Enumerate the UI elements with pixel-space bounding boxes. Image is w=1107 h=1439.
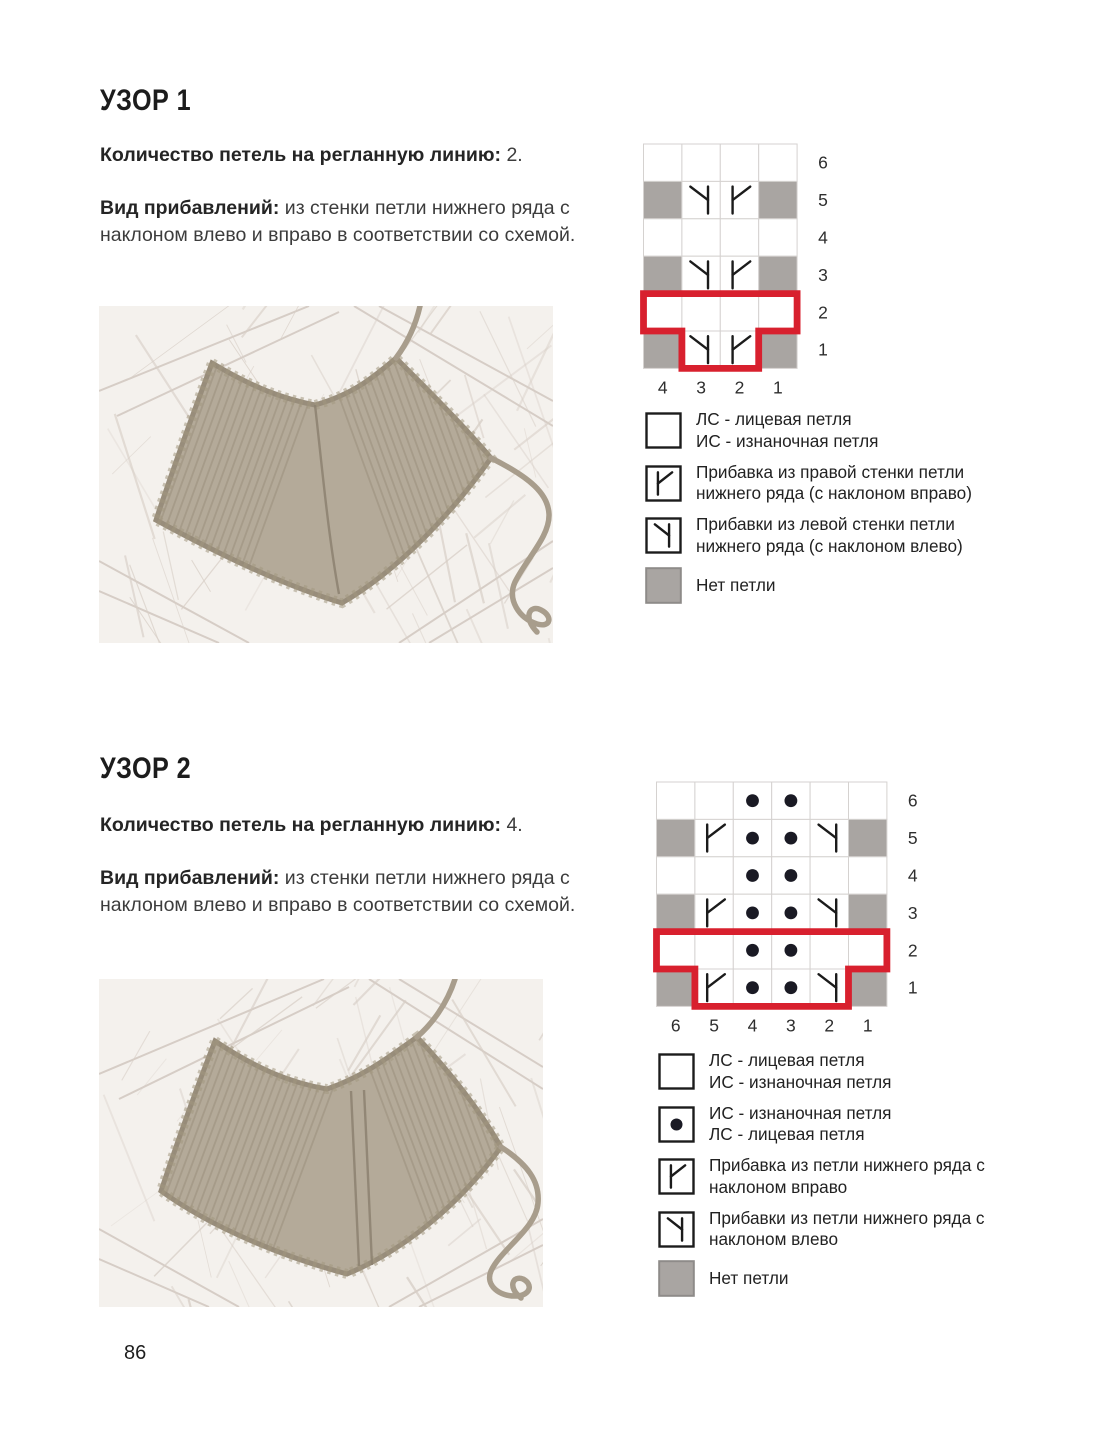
chart-cell [810, 819, 848, 856]
col-label: 1 [862, 1015, 873, 1036]
row-label: 4 [818, 227, 828, 248]
legend-item-text: ИС - изнаночная петля ЛС - лицевая петля [709, 1102, 892, 1145]
legend-item-text: ЛС - лицевая петля ИС - изнаночная петля [696, 409, 879, 451]
no-stitch-cell [644, 181, 682, 218]
purl-stitch-icon [658, 1106, 695, 1143]
row-label: 3 [818, 264, 828, 285]
chart-cell [810, 932, 848, 969]
chart-cell [657, 857, 695, 894]
no-stitch-icon [645, 567, 682, 604]
chart-cell [657, 782, 695, 819]
chart-cell [644, 144, 682, 181]
legend-item [645, 462, 972, 505]
chart-cell [695, 857, 733, 894]
increase-label: Вид прибавлений: [100, 867, 280, 889]
no-stitch-cell [759, 256, 797, 293]
purl-dot-icon [746, 981, 759, 994]
chart-cell [657, 932, 695, 969]
chart-cell [848, 857, 886, 894]
chart-cell [810, 969, 848, 1006]
chart-cell [682, 181, 720, 218]
chart-cell [682, 144, 720, 181]
col-label: 3 [786, 1015, 796, 1036]
no-stitch-cell [657, 969, 695, 1006]
chart-cell [720, 256, 758, 293]
row-label: 6 [818, 152, 828, 173]
pattern-1-stitch-count [100, 142, 588, 169]
purl-dot-icon [784, 906, 797, 919]
no-stitch-cell [759, 181, 797, 218]
row-label: 4 [907, 865, 918, 886]
row-label: 6 [907, 790, 918, 811]
chart-cell [682, 219, 720, 256]
row-label: 5 [818, 190, 828, 211]
pattern-2-stitch-count [100, 812, 588, 839]
col-label: 1 [773, 377, 783, 398]
col-label: 5 [709, 1015, 719, 1036]
purl-dot-icon [746, 794, 759, 807]
chart-cell [695, 819, 733, 856]
stitch-count-value: 4. [501, 814, 523, 836]
legend-item-text: Прибавки из петли нижнего ряда с наклоном влево [709, 1207, 985, 1250]
legend-item [645, 514, 963, 557]
chart-cell [682, 256, 720, 293]
increase-text: из стенки петли нижнего ряда с наклоном влево и вправо в соответствии со схемой. [100, 867, 576, 916]
no-stitch-cell [848, 969, 886, 1006]
legend-item [658, 1103, 891, 1146]
stitch-count-label: Количество петель на регланную линию: [100, 814, 502, 836]
chart-cell [682, 331, 720, 368]
purl-dot-icon [746, 832, 759, 845]
increase-left-icon [658, 1211, 695, 1248]
chart-cell [720, 331, 758, 368]
legend-item-text: Нет петли [696, 574, 776, 595]
chart-cell [810, 782, 848, 819]
pattern-2-title: УЗОР 2 [100, 752, 192, 785]
legend-item [658, 1260, 788, 1297]
chart-cell [644, 219, 682, 256]
row-label: 1 [907, 977, 918, 998]
no-stitch-cell [657, 819, 695, 856]
knitting-chart-svg [640, 141, 843, 410]
no-stitch-cell [759, 331, 797, 368]
row-label: 5 [907, 828, 918, 849]
chart-cell [682, 294, 720, 331]
row-label: 2 [818, 302, 828, 323]
chart-cell [848, 932, 886, 969]
purl-dot-icon [784, 794, 797, 807]
chart-legend [658, 1046, 1098, 1316]
swatch-photo-svg [99, 306, 553, 643]
purl-dot-icon [784, 944, 797, 957]
legend-item [658, 1155, 985, 1198]
col-label: 6 [670, 1015, 681, 1036]
col-label: 4 [747, 1015, 758, 1036]
pattern-1-increase-type [100, 195, 588, 249]
legend-item [645, 409, 878, 452]
legend-item [658, 1208, 985, 1251]
col-label: 2 [734, 377, 745, 398]
knitting-chart [653, 779, 933, 1048]
col-label: 2 [824, 1015, 835, 1036]
increase-label: Вид прибавлений: [100, 197, 280, 219]
pattern-1-title: УЗОР 1 [100, 84, 192, 117]
increase-text: из стенки петли нижнего ряда с наклоном влево и вправо в соответствии со схемой. [100, 197, 576, 246]
increase-right-icon [658, 1158, 695, 1195]
chart-cell [720, 219, 758, 256]
chart-cell [695, 894, 733, 931]
no-stitch-cell [848, 894, 886, 931]
chart-cell [848, 782, 886, 819]
purl-dot-icon [784, 832, 797, 845]
legend-item-text: Прибавка из правой стенки петли нижнего ряда (с наклоном вправо) [696, 461, 972, 504]
stitch-count-value: 2. [501, 144, 523, 166]
chart-cell [695, 932, 733, 969]
chart-legend [645, 405, 1085, 625]
chart-cell [810, 857, 848, 894]
row-label: 1 [818, 339, 828, 360]
chart-cell [720, 294, 758, 331]
no-stitch-cell [848, 819, 886, 856]
no-stitch-cell [644, 256, 682, 293]
col-label: 3 [696, 377, 706, 398]
chart-cell [720, 181, 758, 218]
legend-item-text: Нет петли [709, 1268, 789, 1289]
purl-dot-icon [746, 869, 759, 882]
swatch-photo [99, 306, 553, 643]
pattern-2-increase-type [100, 865, 588, 919]
chart-cell [810, 894, 848, 931]
legend-item-text: Прибавка из петли нижнего ряда с наклоном вправо [709, 1155, 985, 1197]
row-label: 3 [907, 902, 918, 923]
purl-dot-icon [746, 906, 759, 919]
page-number: 86 [124, 1342, 147, 1364]
knit-stitch-icon [645, 412, 682, 449]
chart-cell [759, 219, 797, 256]
stitch-count-label: Количество петель на регланную линию: [100, 144, 502, 166]
purl-dot-icon [784, 981, 797, 994]
legend-item [658, 1050, 891, 1093]
knitting-chart [640, 141, 843, 410]
chart-cell [759, 144, 797, 181]
legend-item-text: Прибавки из левой стенки петли нижнего ряда (с наклоном влево) [696, 514, 963, 556]
chart-cell [695, 969, 733, 1006]
swatch-photo [99, 979, 543, 1307]
no-stitch-icon [658, 1260, 695, 1297]
chart-cell [759, 294, 797, 331]
legend-item [645, 567, 775, 604]
chart-cell [695, 782, 733, 819]
no-stitch-cell [644, 331, 682, 368]
increase-left-icon [645, 517, 682, 554]
row-label: 2 [907, 940, 918, 961]
chart-cell [720, 144, 758, 181]
purl-dot-icon [784, 869, 797, 882]
knitting-chart-svg [653, 779, 933, 1048]
swatch-photo-svg [99, 979, 543, 1307]
knit-stitch-icon [658, 1053, 695, 1090]
increase-right-icon [645, 465, 682, 502]
purl-dot-icon [746, 944, 759, 957]
legend-item-text: ЛС - лицевая петля ИС - изнаночная петля [709, 1050, 892, 1092]
col-label: 4 [657, 377, 668, 398]
chart-cell [644, 294, 682, 331]
no-stitch-cell [657, 894, 695, 931]
